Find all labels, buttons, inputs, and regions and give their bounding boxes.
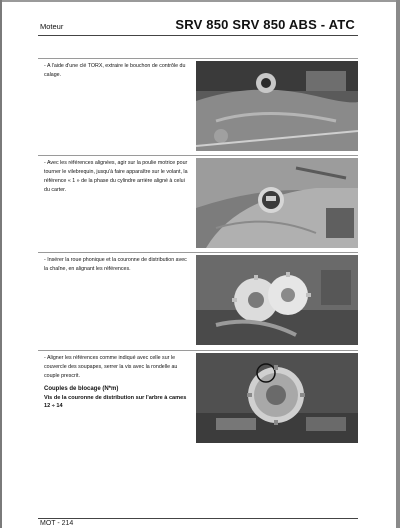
procedure-step-2 <box>38 155 358 251</box>
photo-phonic-wheel <box>196 255 358 345</box>
page-frame-right <box>396 0 400 528</box>
procedure-step-1 <box>38 58 358 154</box>
header-divider <box>38 35 358 36</box>
footer-divider <box>38 518 358 519</box>
photo-torx-plug <box>196 61 358 151</box>
page-frame-left <box>0 0 2 528</box>
step-4-text <box>44 354 192 410</box>
procedure-step-4 <box>38 350 358 446</box>
procedure-step-3 <box>38 252 358 348</box>
step-3-text: - Insérer la roue phonique et la couronne de distribution avec la chaîne, en alignant les références. <box>44 257 187 272</box>
page-frame-top <box>0 0 400 2</box>
step-2-text: - Avec les références alignées, agir sur la poulie motrice pour tourner le vilebrequin, jusqu'à faire apparaître sur le volant, la référence « 1 » de la phase du cylindre arrière aligné à celui du carter. <box>44 160 188 193</box>
model-title: SRV 850 SRV 850 ABS - ATC <box>175 17 355 32</box>
section-title: Moteur <box>40 22 64 31</box>
torque-heading: Couples de blocage (N*m) <box>44 386 119 392</box>
torque-value: Vis de la couronne de distribution sur l'arbre à cames 12 ÷ 14 <box>44 395 187 409</box>
page-number: MOT - 214 <box>40 520 74 527</box>
step-4-instruction: - Aligner les références comme indiqué avec celle sur le couvercle des soupapes, serrer la vis avec la rondelle au couple prescrit. <box>44 355 178 379</box>
photo-timing-alignment <box>196 353 358 443</box>
step-1-text: - A l'aide d'une clé TORX, extraire le bouchon de contrôle du calage. <box>44 63 186 78</box>
photo-flywheel-reference <box>196 158 358 248</box>
